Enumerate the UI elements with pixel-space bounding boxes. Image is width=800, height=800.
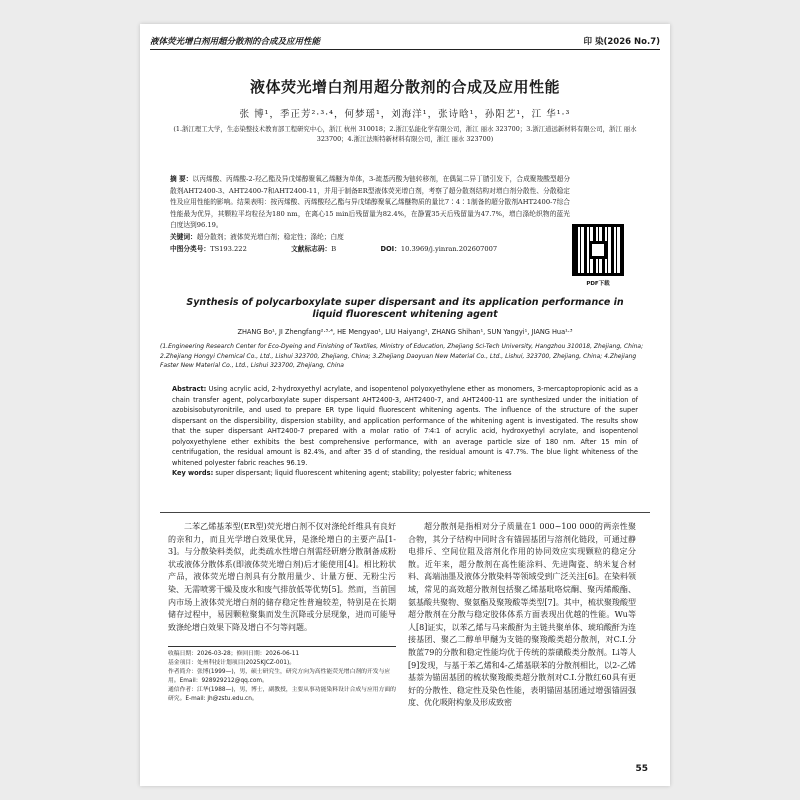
keywords-cn: 超分散剂；液体荧光增白剂；稳定性；涤纶；白度 [196, 232, 344, 241]
page-number: 55 [635, 764, 648, 774]
body-column-right: 超分散剂是指相对分子质量在1 000~100 000的两亲性聚合物，其分子结构中同时含有锚固基团与溶剂化链段，可通过静电排斥、空间位阻及溶剂化作用的协同效应实现颗粒的稳定分散。近年来，超分散剂在高性能涂料、先进陶瓷、纳米复合材料、高端油墨及液体分散染料等领域受到广泛关注[6]。在染料领域，常见的高效超分散剂包括聚乙烯基吡咯烷酮、聚丙烯酸酯、氨基酸共聚物、聚氨酯及聚羧酸等类型[7]。其中，梳状聚羧酸型超分散剂在分散与稳定胶体体系方面表现出优越的性能。Wu等人[8]证实，以苯乙烯与马来酸酐为主链共聚单体、琥珀酸酐为连接基团、聚乙二醇单甲醚为支链的聚羧酸类超分散剂，对C.I.分散蓝79的分散和稳定性能均优于传统的萘磺酸类分散剂。Li等人[9]发现，与基于苯乙烯和4-乙烯基联苯的分散剂相比，以2-乙烯基萘为锚固基团的梳状聚羧酸类超分散剂对C.I.分散红60具有更好的分散性、稳定性及染色性能，表明锚固基团通过增强锚固强度、优化吸附构象及形成致密 [408, 522, 636, 708]
body-column-left: 二苯乙烯基苯型(ER型)荧光增白剂不仅对涤纶纤维具有良好的亲和力，而且光学增白效果优异，是涤纶增白的主要产品[1-3]。与分散染料类似，此类疏水性增白剂需经研磨分散制备成粉状或液体分散体系(即液体荧光增白剂)后才能使用[4]。相比粉状产品，液体荧光增白剂具有分散用量少、计量方便、无粉尘污染、无需喷雾干燥及废水和废气排放低等优势[5]。然而，当前国内市场上液体荧光增白剂的储存稳定性普遍较差，特别是在长期储存过程中，易因颗粒聚集而发生沉降或分层现象，进而可能导致涤纶增白效果下降及增白不匀等问题。 [168, 522, 396, 632]
footnote [168, 646, 396, 704]
qr-caption: PDF下载 [586, 281, 610, 287]
abstract-en-text: Using acrylic acid, 2-hydroxyethyl acrylate, and isopentenol polyoxyethylene ether as monomers, 3-mercaptopropionic acid as a chain transfer agent, polycarboxylate super dispersant AHT2400-3, AHT2400-7, and AHT2400-11 are synthesized under the initiation of azobisisobutyronitrile, and used to prepare ER type liquid fluorescent whitening agents. The influence of the structure of the super dispersant on the dispersibility, dispersion stability, and application performance of the whitening agent is investigated. The results show that the super dispersant AHT2400-7 prepared with a molar ratio of 7∶4∶1 of acrylic acid, hydroxyethyl acrylate, and isopentenol polyoxyethylene ether exhibits the best comprehensive performance, with an average particle size of 180 nm. After 15 min of centrifugation, the residual amount is 82.4%, and after 35 d of standing, the residual amount is 47.7%. The blue light whiteness of the whitened polyester fabric reaches 96.19. [172, 385, 638, 467]
clc-number: TS193.222 [210, 244, 247, 253]
footnote-received: 收稿日期：2026-03-28；修回日期：2026-06-11 [168, 651, 300, 657]
doi: 10.3969/j.yinran.202607007 [400, 244, 498, 253]
pdf-qr-code[interactable] [572, 224, 624, 276]
footnote-corresponding: 通信作者：江华(1988—)，男，博士，副教授，主要从事功能染料设计合成与应用方面的研究。E-mail: jh@zstu.edu.cn。 [168, 687, 396, 702]
authors-en: ZHANG Bo¹, JI Zhengfang²·³·⁴, HE Mengyao¹, LIU Haiyang¹, ZHANG Shihan¹, SUN Yangyi¹, JIANG Hua¹·³ [237, 328, 573, 336]
clc-label: 中图分类号： [170, 244, 211, 253]
abstract-en-label: Abstract: [172, 385, 207, 393]
paper-title-en: Synthesis of polycarboxylate super dispersant and its application performance in liquid fluorescent whitening agent [186, 297, 624, 320]
running-header [150, 34, 660, 50]
doi-label: DOI： [380, 244, 401, 253]
footnote-fund: 基金项目：处州科技计划项目(2025KJCZ-001)。 [168, 660, 296, 666]
running-header-issue: 印 染(2026 No.7) [583, 37, 660, 47]
keywords-en: super dispersant; liquid fluorescent whitening agent; stability; polyester fabric; whiteness [215, 469, 512, 477]
abstract-en [172, 384, 638, 479]
keywords-cn-label: 关键词： [170, 232, 197, 241]
doc-code: B [331, 244, 337, 253]
running-header-title: 液体荧光增白剂用超分散剂的合成及应用性能 [150, 37, 321, 47]
affiliations-en: (1.Engineering Research Center for Eco-Dyeing and Finishing of Textiles, Ministry of Education, Zhejiang Sci-Tech University, Hangzhou 310018, Zhejiang, China; 2.Zhejiang Hongyi Chemical Co., Ltd., Lishui 323700, Zhejiang, China; 3.Zhejiang Daoyuan New Material Co., Ltd., Lishui, 323700, Zhejiang, China; 4.Zhejiang Faster New Material Co., Ltd., Lishui 323700, Zhejiang, China [160, 343, 644, 369]
affiliations-cn: (1.浙江理工大学，生态染整技术教育部工程研究中心，浙江 杭州 310018；2.浙江弘能化学有限公司，浙江 丽水 323700；3.浙江道远新材料有限公司，浙江 丽水 323700；4.浙江法斯特新材料有限公司，浙江 丽水 323700) [173, 125, 637, 143]
doc-code-label: 文献标志码： [291, 244, 332, 253]
paper-title-cn: 液体荧光增白剂用超分散剂的合成及应用性能 [249, 78, 560, 96]
abstract-cn-label: 摘 要： [170, 175, 193, 183]
section-divider [160, 512, 650, 513]
abstract-cn [170, 174, 640, 255]
keywords-en-label: Key words: [172, 469, 214, 477]
authors-cn: 张 博¹，季正芳²·³·⁴，何梦瑶¹，刘海洋¹，张诗晗¹，孙阳艺¹，江 华¹·³ [239, 109, 571, 120]
abstract-cn-text: 以丙烯酸、丙烯酸-2-羟乙酯及异戊烯醇聚氧乙烯醚为单体，3-巯基丙酸为链转移剂，在偶氮二异丁腈引发下，合成聚羧酸型超分散剂AHT2400-3、AHT2400-7和AHT2400-11，并用于制备ER型液体荧光增白剂，考察了超分散剂结构对增白剂分散性、分散稳定性及应用性能的影响。结果表明：按丙烯酸、丙烯酸羟乙酯与异戊烯醇聚氧乙烯醚物质的量比7∶4∶1制备的超分散剂AHT2400-7综合性能最为优异，其颗粒平均粒径为180 nm，在离心15 min后残留量为82.4%，在静置35天后残留量为47.7%，增白涤纶织物的蓝光白度达到96.19。 [170, 175, 570, 230]
footnote-author: 作者简介：张博(1999—)，男，硕士研究生，研究方向为高性能荧光增白剂的开发与应用。Email：928929212@qq.com。 [168, 669, 391, 684]
journal-page [140, 24, 670, 786]
